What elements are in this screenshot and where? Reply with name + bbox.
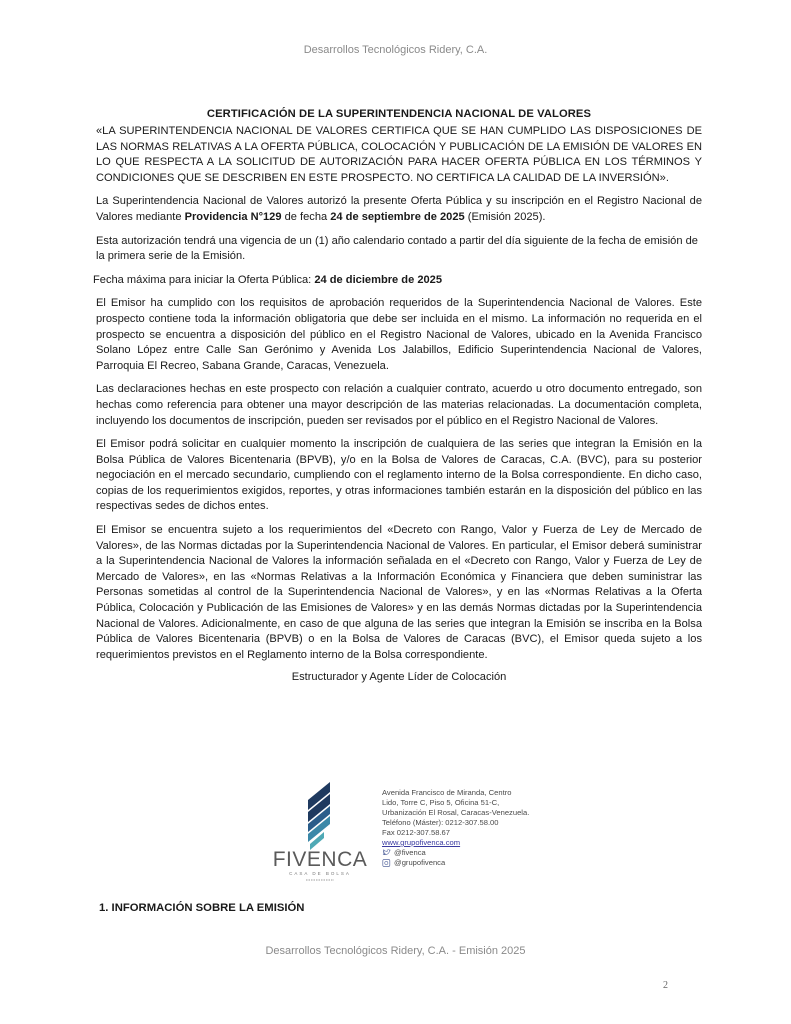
running-footer: Desarrollos Tecnológicos Ridery, C.A. - Emisión 2025: [265, 945, 526, 957]
deadline-label: Fecha máxima para iniciar la Oferta Pública:: [93, 273, 315, 286]
listing-paragraph: El Emisor podrá solicitar en cualquier momento la inscripción de cualquiera de las series que integran la Emisión en la Bolsa Pública de Valores Bicentenaria (BPVB), y/o en la Bolsa de Valores de Caracas, C.A. (BVC), para su posterior negociación en el mercado secundario, cumpliendo con el reglamento interno de la Bolsa correspondiente. En dicho caso, copias de los requerimientos exigidos, reportes, y otras informaciones también estarán en la disposición del público en las respectivas sedes de dichos entes.: [96, 438, 702, 513]
structurer-label: Estructurador y Agente Líder de Colocación: [291, 671, 507, 684]
contact-address-line: Lido, Torre C, Piso 5, Oficina 51-C,: [382, 798, 500, 807]
declarations-paragraph: Las declaraciones hechas en este prospecto con relación a cualquier contrato, acuerdo u otro documento entregado, son hechas como referencia para obtener una mayor descripción de las materias relacionadas. La documentación completa, incluyendo los documentos de inscripción, pueden ser revisados por el público en el Registro Nacional de Valores.: [96, 383, 702, 427]
twitter-handle-row: [382, 848, 529, 858]
contact-fax: Fax 0212-307.58.67: [382, 828, 450, 837]
page-number: 2: [663, 980, 668, 991]
logo-tagline: CASA DE BOLSA: [289, 871, 351, 876]
fivenca-logo: [270, 778, 370, 882]
authorization-paragraph: [96, 194, 702, 225]
certification-statement: «LA SUPERINTENDENCIA NACIONAL DE VALORES CERTIFICA QUE SE HAN CUMPLIDO LAS DISPOSICIONES DE LAS NORMAS RELATIVAS A LA OFERTA PÚBLICA, COLOCACIÓN Y PUBLICACIÓN DE LA EMISIÓN DE VALORES EN LO QUE RESPECTA A LA SOLICITUD DE AUTORIZACIÓN PARA HACER OFERTA PÚBLICA EN LOS TÉRMINOS Y CONDICIONES QUE SE DESCRIBEN EN ESTE PROSPECTO. NO CERTIFICA LA CALIDAD DE LA INVERSIÓN».: [96, 125, 702, 184]
instagram-icon: [382, 859, 391, 867]
document-body: [93, 108, 702, 689]
instagram-handle-row: [382, 858, 529, 868]
contact-address-line: Avenida Francisco de Miranda, Centro: [382, 788, 512, 797]
requirements-paragraph: El Emisor ha cumplido con los requisitos de aprobación requeridos de la Superintendencia Nacional de Valores. Este prospecto contiene toda la información obligatoria que debe ser incluida en el mismo. La información no requerida en el prospecto se encuentra a disposición del público en el Registro Nacional de Valores, ubicado en la Avenida Francisco Solano López entre Calle San Gerónimo y Avenida Los Jalabillos, Edificio Superintendencia Nacional de Valores, Parroquia El Recreo, Sabana Grande, Caracas, Venezuela.: [96, 297, 702, 372]
deadline-date: 24 de diciembre de 2025: [314, 273, 443, 286]
section-heading: 1. INFORMACIÓN SOBRE LA EMISIÓN: [99, 902, 305, 914]
running-header: Desarrollos Tecnológicos Ridery, C.A.: [303, 44, 488, 56]
certification-title: CERTIFICACIÓN DE LA SUPERINTENDENCIA NACIONAL DE VALORES: [206, 108, 592, 120]
regulations-paragraph: El Emisor se encuentra sujeto a los requerimientos del «Decreto con Rango, Valor y Fuerza de Ley de Mercado de Valores», de las Normas dictadas por la Superintendencia Nacional de Valores. En particular, el Emisor deberá suministrar a la Superintendencia Nacional de Valores la información señalada en el «Decreto con Rango, Valor y Fuerza de Ley de Mercado de Valores», en las «Normas Relativas a la Información Económica y Financiera que deben suministrar las Personas sometidas al control de la Superintendencia Nacional de Valores», y en las «Normas Relativas a la Oferta Pública, Colocación y Publicación de las Emisiones de Valores» y en las demás Normas dictadas por la Superintendencia Nacional de Valores. Adicionalmente, en caso de que alguna de las series que integran la Emisión se inscriba en la Bolsa Pública de Valores Bicentenaria (BPVB) o en la Bolsa de Valores de Caracas (BVC), el Emisor queda sujeto a los requerimientos previstos en el Reglamento interno de la Bolsa correspondiente.: [96, 524, 702, 661]
instagram-handle: @grupofivenca: [394, 858, 446, 867]
contact-address-line: Urbanización El Rosal, Caracas-Venezuela.: [382, 808, 530, 817]
twitter-icon: [382, 849, 391, 857]
fivenca-logo-block: [270, 778, 540, 886]
providencia-number: Providencia N°129: [184, 210, 282, 223]
contact-phone: Teléfono (Máster): 0212-307.58.00: [382, 818, 499, 827]
twitter-handle: @fivenca: [394, 848, 426, 857]
logo-wordmark: FIVENCA: [272, 848, 368, 871]
validity-paragraph: Esta autorización tendrá una vigencia de un (1) año calendario contado a partir del día siguiente de la fecha de emisión de la primera serie de la Emisión.: [96, 234, 698, 263]
authorization-text-after: (Emisión 2025).: [464, 210, 546, 223]
authorization-date: 24 de septiembre de 2025: [330, 210, 465, 223]
website-link[interactable]: www.grupofivenca.com: [382, 838, 461, 847]
authorization-text-middle: de fecha: [281, 210, 331, 223]
authorization-text-before: La Superintendencia Nacional de Valores autorizó la presente Oferta Pública y su inscripción en el Registro Nacional de Valores mediante: [96, 195, 702, 223]
fivenca-contact: [382, 788, 529, 868]
deadline-paragraph: [93, 273, 702, 289]
